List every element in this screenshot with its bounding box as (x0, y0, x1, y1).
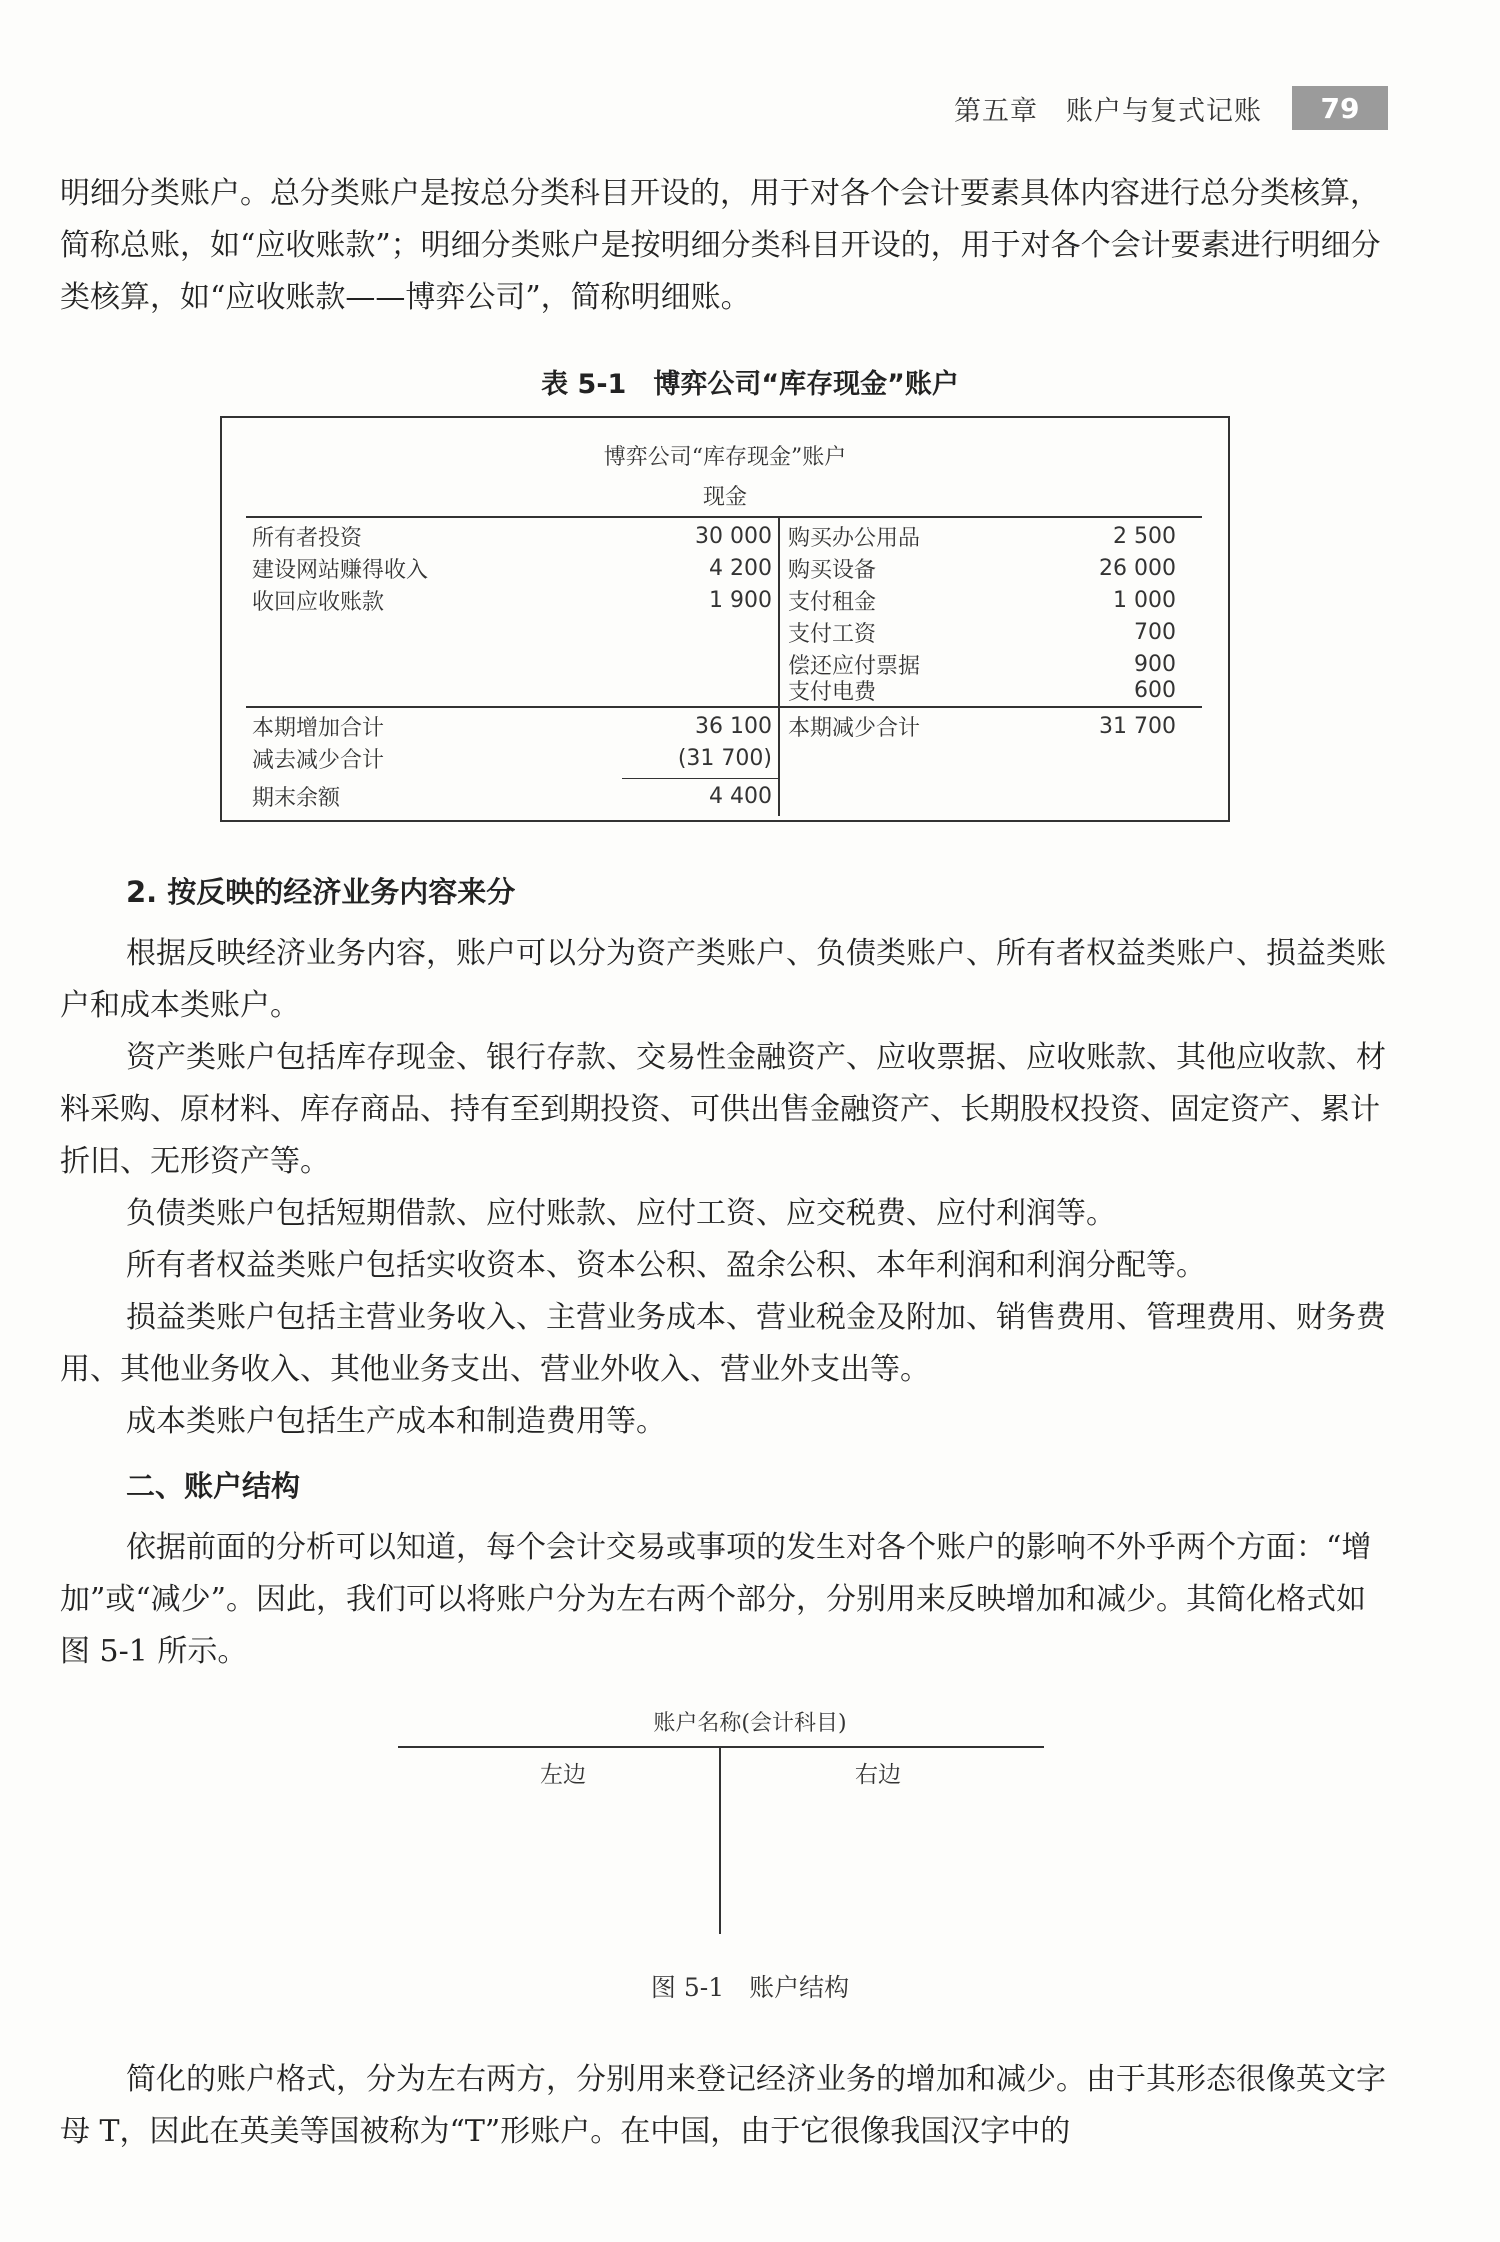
credit-label: 支付电费 (788, 679, 877, 705)
total-value: 4 400 (709, 783, 772, 809)
total-label: 本期增加合计 (252, 715, 385, 741)
credit-row (788, 616, 1194, 648)
paragraph: 简化的账户格式，分为左右两方，分别用来登记经济业务的增加和减少。由于其形态很像英文字母 T，因此在英美等国被称为“T”形账户。在中国，由于它很像我国汉字中的 (60, 2062, 1386, 2149)
total-label: 本期减少合计 (788, 715, 921, 741)
paragraph: 根据反映经济业务内容，账户可以分为资产类账户、负债类账户、所有者权益类账户、损益类账户和成本类账户。 (60, 936, 1386, 1023)
credit-value: 26 000 (1099, 555, 1176, 581)
credit-label: 购买设备 (788, 557, 877, 583)
t-account-center-rule (719, 1746, 721, 1934)
figure-right-label: 右边 (855, 1762, 901, 1788)
debit-label: 所有者投资 (252, 525, 363, 551)
section-heading: 2. 按反映的经济业务内容来分 (126, 875, 516, 909)
total-value: 36 100 (695, 713, 772, 739)
page-number: 79 (1292, 86, 1388, 130)
paragraph: 所有者权益类账户包括实收资本、资本公积、盈余公积、本年利润和利润分配等。 (126, 1248, 1206, 1283)
chapter-title: 第五章 账户与复式记账 (954, 95, 1262, 127)
credit-label: 支付工资 (788, 621, 877, 647)
table-subtotal-rule (622, 778, 778, 779)
figure-title: 账户名称(会计科目) (653, 1711, 847, 1736)
table-caption: 表 5-1 博弈公司“库存现金”账户 (541, 369, 959, 400)
credit-value: 1 000 (1113, 587, 1176, 613)
credit-row (788, 674, 1194, 706)
table-left-total-rule (246, 706, 778, 708)
debit-label: 收回应收账款 (252, 589, 385, 615)
paragraph: 依据前面的分析可以知道，每个会计交易或事项的发生对各个账户的影响不外乎两个方面：“增加”或“减少”。因此，我们可以将账户分为左右两个部分，分别用来反映增加和减少。其简化格式如图 5-1 所示。 (60, 1530, 1372, 1669)
total-value: 31 700 (1099, 713, 1176, 739)
credit-value: 2 500 (1113, 523, 1176, 549)
credit-value: 900 (1134, 651, 1176, 677)
debit-row (252, 584, 772, 616)
debit-value: 30 000 (695, 523, 772, 549)
credit-row (788, 552, 1194, 584)
debit-row (252, 520, 772, 552)
total-label: 减去减少合计 (252, 747, 385, 773)
table-right-total-rule (778, 706, 1202, 708)
table-top-rule (246, 516, 1202, 518)
paragraph: 负债类账户包括短期借款、应付账款、应付工资、应交税费、应付利润等。 (126, 1196, 1116, 1231)
table-center-rule (778, 516, 780, 816)
credit-total-row (788, 710, 1194, 742)
debit-total-row (252, 742, 772, 774)
table-title: 博弈公司“库存现金”账户 (603, 445, 847, 470)
credit-value: 700 (1134, 619, 1176, 645)
intro-paragraph: 明细分类账户。总分类账户是按总分类科目开设的，用于对各个会计要素具体内容进行总分类核算，简称总账，如“应收账款”；明细分类账户是按明细分类科目开设的，用于对各个会计要素进行明细分类核算，如“应收账款——博弈公司”，简称明细账。 (60, 176, 1381, 315)
credit-value: 600 (1134, 677, 1176, 703)
debit-value: 1 900 (709, 587, 772, 613)
balance-row (252, 780, 772, 812)
total-value: (31 700) (677, 745, 772, 771)
t-account-top-rule (398, 1746, 1044, 1748)
credit-label: 购买办公用品 (788, 525, 921, 551)
debit-label: 建设网站赚得收入 (252, 557, 429, 583)
credit-label: 支付租金 (788, 589, 877, 615)
figure-left-label: 左边 (540, 1762, 586, 1788)
total-label: 期末余额 (252, 785, 341, 811)
credit-label: 偿还应付票据 (788, 653, 921, 679)
page-header (954, 86, 1388, 130)
debit-total-row (252, 710, 772, 742)
figure-caption: 图 5-1 账户结构 (650, 1973, 850, 2002)
paragraph: 损益类账户包括主营业务收入、主营业务成本、营业税金及附加、销售费用、管理费用、财务费用、其他业务收入、其他业务支出、营业外收入、营业外支出等。 (60, 1300, 1386, 1387)
cash-account-table (220, 416, 1230, 822)
debit-row (252, 552, 772, 584)
paragraph: 资产类账户包括库存现金、银行存款、交易性金融资产、应收票据、应收账款、其他应收款、材料采购、原材料、库存商品、持有至到期投资、可供出售金融资产、长期股权投资、固定资产、累计折旧、无形资产等。 (60, 1040, 1386, 1179)
paragraph: 成本类账户包括生产成本和制造费用等。 (126, 1404, 666, 1439)
table-subtitle: 现金 (702, 485, 747, 510)
credit-row (788, 520, 1194, 552)
section-heading: 二、账户结构 (126, 1469, 301, 1503)
debit-value: 4 200 (709, 555, 772, 581)
credit-row (788, 584, 1194, 616)
